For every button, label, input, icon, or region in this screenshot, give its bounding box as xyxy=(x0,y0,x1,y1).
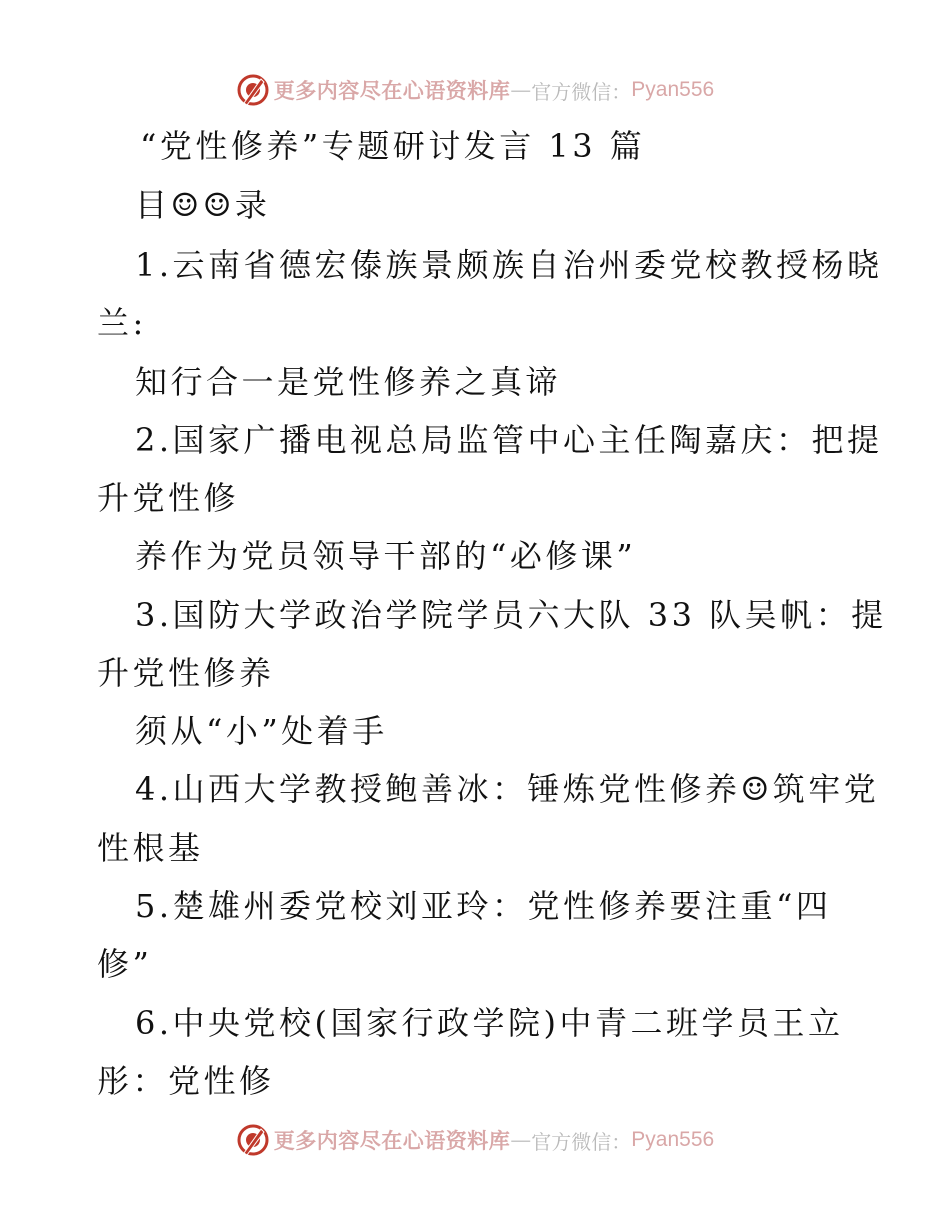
watermark-label: 官方微信： xyxy=(531,1129,632,1154)
toc-line: 知行合一是党性修养之真谛 xyxy=(135,363,562,401)
pen-circle-logo-icon xyxy=(236,73,270,107)
header-watermark xyxy=(0,70,950,110)
toc-line: 彤：党性修 xyxy=(97,1062,275,1100)
toc-line: 养作为党员领导干部的“必修课” xyxy=(135,537,637,575)
watermark-main-text: 更多内容尽在心语资料库 xyxy=(273,78,511,103)
pen-circle-logo-icon xyxy=(236,1123,270,1157)
toc-heading: 目☺☺录 xyxy=(135,186,271,224)
toc-line: 须从“小”处着手 xyxy=(135,712,388,750)
toc-line: 性根基 xyxy=(97,829,204,867)
document-title: “党性修养”专题研讨发言 13 篇 xyxy=(140,127,646,165)
toc-line: 1.云南省德宏傣族景颇族自治州委党校教授杨晓 xyxy=(135,246,883,284)
toc-line: 修” xyxy=(97,945,153,983)
toc-line: 5.楚雄州委党校刘亚玲：党性修养要注重“四 xyxy=(135,887,832,925)
toc-line: 6.中央党校(国家行政学院)中青二班学员王立 xyxy=(135,1004,844,1042)
toc-line: 2.国家广播电视总局监管中心主任陶嘉庆：把提 xyxy=(135,421,883,459)
toc-line: 升党性修养 xyxy=(97,654,275,692)
toc-line: 4.山西大学教授鲍善冰：锤炼党性修养☺筑牢党 xyxy=(135,770,880,808)
toc-line: 3.国防大学政治学院学员六大队 33 队吴帆：提 xyxy=(135,596,887,634)
watermark-main-text: 更多内容尽在心语资料库 xyxy=(273,1128,511,1153)
watermark-dash: — xyxy=(510,78,532,102)
watermark-label: 官方微信： xyxy=(531,79,632,104)
watermark-id: Pyan556 xyxy=(631,78,715,101)
watermark-dash: — xyxy=(510,1128,532,1152)
watermark-id: Pyan556 xyxy=(631,1128,715,1151)
toc-line: 兰: xyxy=(97,304,147,342)
footer-watermark xyxy=(0,1120,950,1160)
toc-line: 升党性修 xyxy=(97,479,240,517)
